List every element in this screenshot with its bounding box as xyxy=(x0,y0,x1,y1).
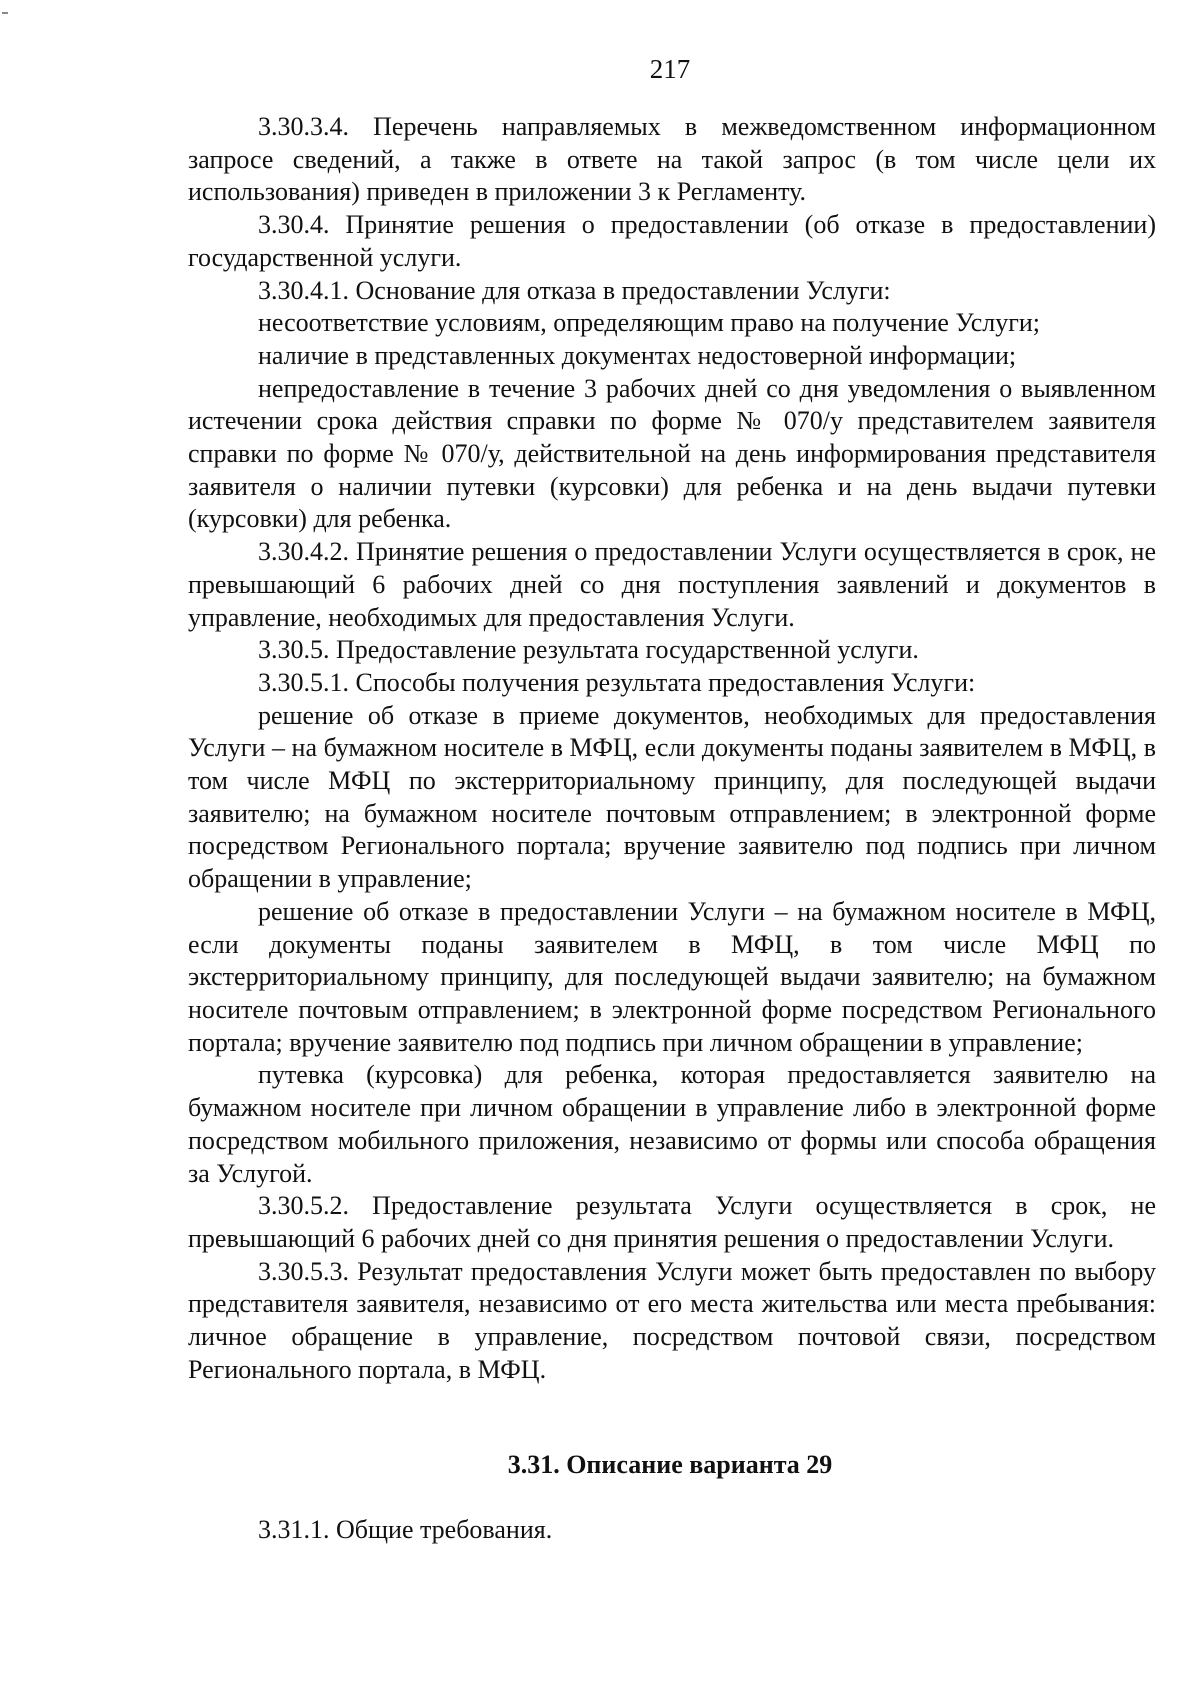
subsection-title: 3.31.1. Общие требования. xyxy=(258,1515,553,1544)
paragraph-3-30-5-2: 3.30.5.2. Предоставление результата Услуги осуществляется в срок, не превышающий 6 рабочих дней со дня принятия решения о предоставлении Услуги. xyxy=(188,1191,1156,1253)
list-item-refusal-service: решение об отказе в предоставлении Услуги – на бумажном носителе в МФЦ, если документы поданы заявителем в МФЦ, в том числе МФЦ по экстерриториальному принципу, для последующей выдачи заявителю; на бумажном носителе почтовым отправлением; в электронной форме посредством Регионального портала; вручение заявителю под подпись при личном обращении в управление; xyxy=(188,896,1156,1057)
paragraph-3-30-4-2: 3.30.4.2. Принятие решения о предоставлении Услуги осуществляется в срок, не превышающий 6 рабочих дней со дня поступления заявлений и документов в управление, необходимых для предоставления Услуги. xyxy=(188,537,1156,632)
paragraph-3-30-5-1: 3.30.5.1. Способы получения результата предоставления Услуги: xyxy=(258,667,976,697)
paragraph-3-30-3-4: 3.30.3.4. Перечень направляемых в межведомственном информационном запросе сведений, а также в ответе на такой запрос (в том числе цели их использования) приведен в приложении 3 к Регламенту. xyxy=(188,112,1156,207)
paragraph-3-30-5: 3.30.5. Предоставление результата государственной услуги. xyxy=(258,635,919,665)
list-item-refusal-documents: решение об отказе в приеме документов, необходимых для предоставления Услуги – на бумажном носителе в МФЦ, если документы поданы заявителем в МФЦ, в том числе МФЦ по экстерриториальному принципу, для последующей выдачи заявителю; на бумажном носителе почтовым отправлением; в электронной форме посредством Регионального портала; вручение заявителю под подпись при личном обращении в управление; xyxy=(188,700,1156,894)
list-item-unreliable-info: наличие в представленных документах недостоверной информации; xyxy=(258,340,1017,370)
paragraph-3-30-4: 3.30.4. Принятие решения о предоставлении (об отказе в предоставлении) государственной услуги. xyxy=(188,210,1156,272)
paragraph-3-30-4-1: 3.30.4.1. Основание для отказа в предоставлении Услуги: xyxy=(258,275,891,305)
list-item-no-certificate: непредоставление в течение 3 рабочих дней со дня уведомления о выявленном истечении срока действия справки по форме № 070/у представителем заявителя справки по форме № 070/у, действительной на день информирования представителя заявителя о наличии путевки (курсовки) для ребенка и на день выдачи путевки (курсовки) для ребенка. xyxy=(188,373,1156,534)
document-body xyxy=(188,111,1156,1386)
section-heading: 3.31. Описание варианта 29 xyxy=(507,1450,833,1479)
list-item-voucher: путевка (курсовка) для ребенка, которая предоставляется заявителю на бумажном носителе при личном обращении в управление либо в электронной форме посредством мобильного приложения, независимо от формы или способа обращения за Услугой. xyxy=(188,1060,1156,1188)
list-item-nonconformity: несоответствие условиям, определяющим право на получение Услуги; xyxy=(258,308,1041,338)
paragraph-3-30-5-3: 3.30.5.3. Результат предоставления Услуги может быть предоставлен по выбору представителя заявителя, независимо от его места жительства или места пребывания: личное обращение в управление, посредством почтовой связи, посредством Регионального портала, в МФЦ. xyxy=(188,1256,1156,1384)
page-number: 217 xyxy=(649,54,691,84)
scan-artifact xyxy=(2,12,8,14)
